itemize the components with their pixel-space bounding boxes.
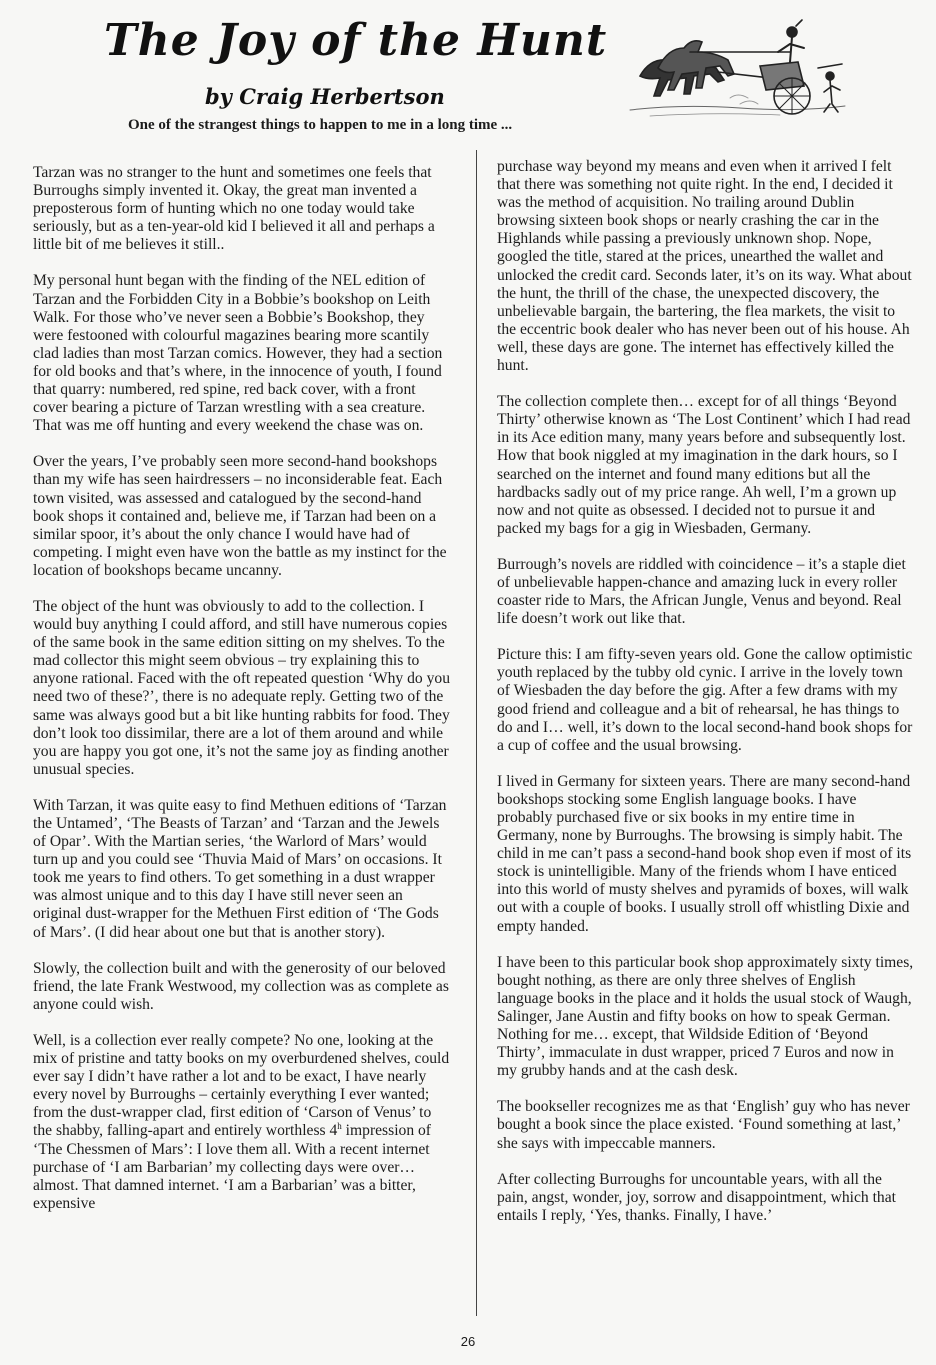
left-column — [33, 164, 451, 1231]
paragraph: Burrough’s novels are riddled with coincidence – it’s a staple diet of unbelievable happen-chance and amazing luck in every roller coaster ride to Mars, the African Jungle, Venus and beyond. Real life doesn’t work out like that. — [497, 555, 906, 628]
paragraph-text: Well, is a collection ever really compete? No one, looking at the mix of pristine and tatty books on my overburdened shelves, could ever say I didn’t have rather a lot and to be exact, I have nearly every novel by Burroughs – certainly everything I ever wanted; from the dust-wrapper clad, first edition of ‘Carson of Venus’ to the shabby, falling-apart and entirely worthless 4 — [33, 1031, 450, 1140]
paragraph: With Tarzan, it was quite easy to find Methuen editions of ‘Tarzan the Untamed’, ‘The Beasts of Tarzan’ and ‘Tarzan and the Jewels of Opar’. With the Martian series, ‘the Warlord of Mars’ would turn up and you could see ‘Thuvia Maid of Mars’ on occasions. It took me years to find others. To get something in a dust wrapper was almost unique and to this day I have still never seen an original dust-wrapper for the Methuen First edition of ‘The Gods of Mars’. (I did hear about one but that is another story). — [33, 796, 447, 941]
article-byline: by Craig Herbertson — [205, 84, 445, 109]
column-divider — [476, 150, 477, 1316]
paragraph: Over the years, I’ve probably seen more second-hand bookshops than my wife has seen hairdressers – no inconsiderable feat. Each town visited, was assessed and catalogued by the second-hand book shops it contained and, believe me, if Tarzan had been on a similar spoor, it’s about the only chance I would have had of competing. I might even have won the battle as my instinct for the location of bookshops became uncanny. — [33, 453, 447, 579]
page-number: 26 — [460, 1334, 476, 1349]
paragraph: Tarzan was no stranger to the hunt and sometimes one feels that Burroughs simply invented it. Okay, the great man invented a preposterous form of hunting which no one today would take seriously, but as a ten-year-old kid I believed it all and perhaps a little bit of me believes it still.. — [33, 164, 435, 254]
paragraph: The collection complete then… except for of all things ‘Beyond Thirty’ otherwise known as ‘The Lost Continent’ which I had read in its Ace edition many, many years before and subsequently lost. How that book niggled at my imagination in the dark hours, so I searched on the internet and found many editions but all the hardbacks sadly out of my price range. Ah well, I’m a grown up now and not quite as obsessed. I decided not to pursue it and packed my bags for a gig in Wiesbaden, Germany. — [497, 393, 911, 537]
paragraph: purchase way beyond my means and even when it arrived I felt that there was something not quite right. In the end, I decided it was the method of acquisition. No trailing around Dublin browsing sixteen book shops or nearly crashing the car in the Highlands while passing a previously unknown shop. Nope, googled the title, stared at the prices, unearthed the wallet and unlocked the credit card. Seconds later, it’s on its way. What about the hunt, the thrill of the chase, the unexpected discovery, the unbelievable bargain, the bartering, the flea markets, the visit to the eccentric book dealer who has never been out of his house. Ah well, these days are gone. The internet has effectively killed the hunt. — [497, 158, 912, 375]
chariot-illustration — [620, 18, 850, 126]
paragraph: After collecting Burroughs for uncountable years, with all the pain, angst, wonder, joy, sorrow and disappointment, which that entails I reply, ‘Yes, thanks. Finally, I have.’ — [497, 1170, 896, 1224]
paragraph: I lived in Germany for sixteen years. There are many second-hand bookshops stocking some English language books. I have probably purchased five or six books in my entire time in Germany, none by Burroughs. The browsing is simply habit. The child in me can’t pass a second-hand book shop even if most of its stock is unintelligible. Many of the friends whom I have enticed into this world of musty shelves and pyramids of boxes, will walk out with a couple of books. I usually stroll off whistling Dixie and empty handed. — [497, 772, 912, 935]
paragraph-text: impression of ‘The Chessmen of Mars’: I love them all. With a recent internet purchase of ‘I am Barbarian’ my collecting days were over…almost. That damned internet. ‘I am a Barbarian’ was a bitter, expensive — [33, 1122, 432, 1212]
right-column — [497, 158, 915, 1243]
paragraph — [33, 1032, 451, 1213]
paragraph: The bookseller recognizes me as that ‘English’ guy who has never bought a book since the place existed. ‘Found something at last,’ she says with impeccable manners. — [497, 1098, 910, 1152]
superscript: h — [337, 1121, 342, 1132]
paragraph: I have been to this particular book shop approximately sixty times, bought nothing, as there are only three shelves of English language books in the place and it holds the usual stock of Waugh, Salinger, Jane Austin and fifty books on how to speak German. Nothing for me… except, that Wildside Edition of ‘Beyond Thirty’, immaculate in dust wrapper, priced 7 Euros and now in my grubby hands and at the cash desk. — [497, 953, 914, 1080]
article-body — [30, 150, 920, 1320]
paragraph: Slowly, the collection built and with the generosity of our beloved friend, the late Frank Westwood, my collection was as complete as anyone could wish. — [33, 959, 449, 1013]
article-tagline: One of the strangest things to happen to me in a long time ... — [128, 117, 513, 133]
paragraph: My personal hunt began with the finding of the NEL edition of Tarzan and the Forbidden City in a Bobbie’s bookshop on Leith Walk. For those who’ve never seen a Bobbie’s Bookshop, they were festooned with colourful magazines bearing more scantily clad ladies than most Tarzan comics. However, they had a section for old books and that’s where, in the innocence of youth, I found that quarry: numbered, red spine, red back cover, with a front cover bearing a picture of Tarzan wrestling with a sea creature. That was me off hunting and every weekend the chase was on. — [33, 272, 443, 435]
article-title: The Joy of the Hunt — [104, 15, 608, 66]
paragraph: The object of the hunt was obviously to add to the collection. I would buy anything I could afford, and still have numerous copies of the same book in the same edition sitting on my shelves. To the mad collector this might seem obvious – try explaining this to anyone rational. Faced with the oft repeated question ‘Why do you need two of these?’, there is no adequate reply. Getting two of the same was always good but a bit like hunting rabbits for food. They don’t look too dissimilar, there are a lot of them around and while you are happy you got one, it’s not the same joy as finding another unusual species. — [33, 597, 451, 778]
paragraph: Picture this: I am fifty-seven years old. Gone the callow optimistic youth replaced by the tubby old cynic. I arrive in the lovely town of Wiesbaden the day before the gig. After a few drams with my good friend and colleague and a bit of rehearsal, he has things to do and I… well, it’s down to the local second-hand book shops for a cup of coffee and the usual browsing. — [497, 646, 913, 754]
